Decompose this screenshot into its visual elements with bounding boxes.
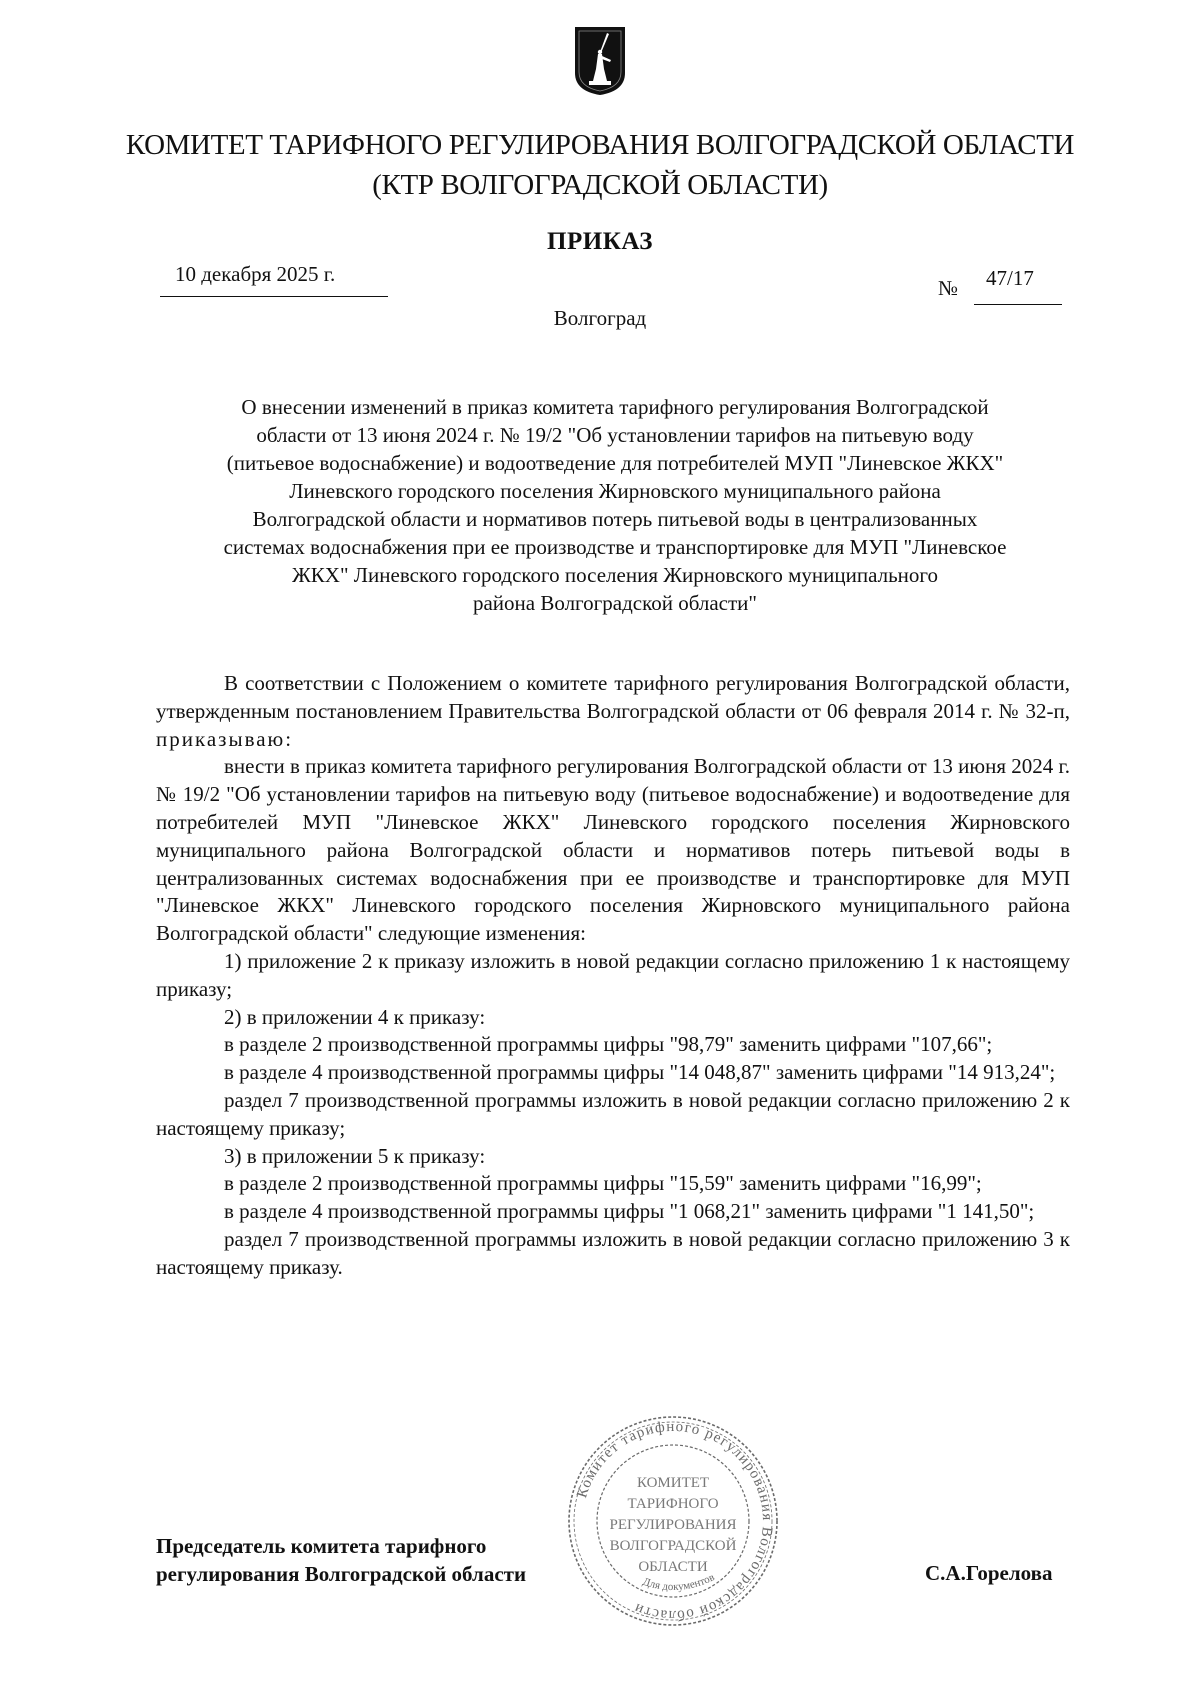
volgograd-emblem-icon — [573, 25, 627, 97]
svg-text:Для документов: Для документов — [641, 1571, 717, 1594]
organization-title — [100, 125, 1100, 205]
svg-text:Комитет тарифного регулировани: Комитет тарифного регулирования Волгоградской области — [574, 1418, 776, 1624]
subject-line: Волгоградской области и нормативов потерь питьевой воды в централизованных — [252, 507, 978, 531]
document-body — [156, 670, 1070, 1282]
subject-line: области от 13 июня 2024 г. № 19/2 "Об установлении тарифов на питьевую воду — [256, 423, 974, 447]
order-verb: приказываю: — [156, 726, 294, 751]
number-field — [938, 266, 1062, 306]
subject-line: О внесении изменений в приказ комитета тарифного регулирования Волгоградской — [241, 395, 989, 419]
date-underline — [160, 296, 388, 297]
body-paragraph: в разделе 2 производственной программы цифры "98,79" заменить цифрами "107,66"; — [224, 1032, 993, 1057]
city: Волгоград — [553, 306, 647, 330]
signatory-position-line: Председатель комитета тарифного — [156, 1534, 487, 1558]
document-type: ПРИКАЗ — [547, 228, 653, 255]
organization-name: КОМИТЕТ ТАРИФНОГО РЕГУЛИРОВАНИЯ ВОЛГОГРАДСКОЙ ОБЛАСТИ — [125, 129, 1075, 161]
body-paragraph: раздел 7 производственной программы изложить в новой редакции согласно приложению 2 к настоящему приказу; — [156, 1087, 1070, 1140]
document-subject — [160, 393, 1070, 617]
official-seal-icon — [563, 1415, 783, 1627]
body-paragraph: 3) в приложении 5 к приказу: — [224, 1143, 486, 1168]
document-number: 47/17 — [986, 266, 1034, 290]
subject-line: системах водоснабжения при ее производстве и транспортировке для МУП "Линевское — [223, 535, 1007, 559]
body-paragraph: в разделе 4 производственной программы цифры "14 048,87" заменить цифрами "14 913,24"; — [224, 1060, 1056, 1085]
svg-text:ОБЛАСТИ: ОБЛАСТИ — [638, 1559, 708, 1575]
body-paragraph: внести в приказ комитета тарифного регулирования Волгоградской области от 13 июня 2024 г. № 19/2 "Об установлении тарифов на питьевую воду (питьевое водоснабжение) и водоотведение для потребителей МУП "Линевское ЖКХ" Линевского городского поселения Жирновского муниципального района Волгоградской области и нормативов потерь питьевой воды в централизованных системах водоснабжения при ее производстве и транспортировке для МУП "Линевское ЖКХ" Линевского городского поселения Жирновского муниципального района Волгоградской области" следующие изменения: — [156, 754, 1070, 946]
body-paragraph: 1) приложение 2 к приказу изложить в новой редакции согласно приложению 1 к настоящему приказу; — [156, 948, 1070, 1001]
signatory-position-line: регулирования Волгоградской области — [156, 1562, 527, 1586]
svg-text:ТАРИФНОГО: ТАРИФНОГО — [627, 1496, 719, 1512]
intro-text: В соответствии с Положением о комитете тарифного регулирования Волгоградской области, утвержденным постановлением Правительства Волгоградской области от 06 февраля 2014 г. № 32-п, — [156, 671, 1070, 723]
number-sign: № — [938, 276, 959, 300]
signatory-name: С.А.Горелова — [925, 1561, 1053, 1585]
subject-line: района Волгоградской области" — [472, 591, 757, 615]
document-date: 10 декабря 2025 г. — [175, 262, 336, 286]
body-paragraph: в разделе 4 производственной программы цифры "1 068,21" заменить цифрами "1 141,50"; — [224, 1199, 1035, 1224]
subject-line: ЖКХ" Линевского городского поселения Жирновского муниципального — [291, 563, 938, 587]
number-underline — [974, 304, 1062, 305]
date-field — [160, 262, 388, 298]
subject-line: (питьевое водоснабжение) и водоотведение для потребителей МУП "Линевское ЖКХ" — [226, 451, 1004, 475]
svg-text:ВОЛГОГРАДСКОЙ: ВОЛГОГРАДСКОЙ — [609, 1538, 737, 1554]
subject-line: Линевского городского поселения Жирновского муниципального района — [289, 479, 941, 503]
body-paragraph: в разделе 2 производственной программы цифры "15,59" заменить цифрами "16,99"; — [224, 1171, 982, 1196]
body-paragraph-intro — [156, 670, 1070, 753]
svg-text:РЕГУЛИРОВАНИЯ: РЕГУЛИРОВАНИЯ — [609, 1517, 737, 1533]
svg-text:КОМИТЕТ: КОМИТЕТ — [636, 1475, 710, 1491]
body-paragraph: раздел 7 производственной программы изложить в новой редакции согласно приложению 3 к настоящему приказу. — [156, 1226, 1070, 1279]
signatory-position — [156, 1532, 526, 1588]
organization-abbreviation: (КТР ВОЛГОГРАДСКОЙ ОБЛАСТИ) — [372, 169, 828, 201]
body-paragraph: 2) в приложении 4 к приказу: — [224, 1004, 486, 1029]
